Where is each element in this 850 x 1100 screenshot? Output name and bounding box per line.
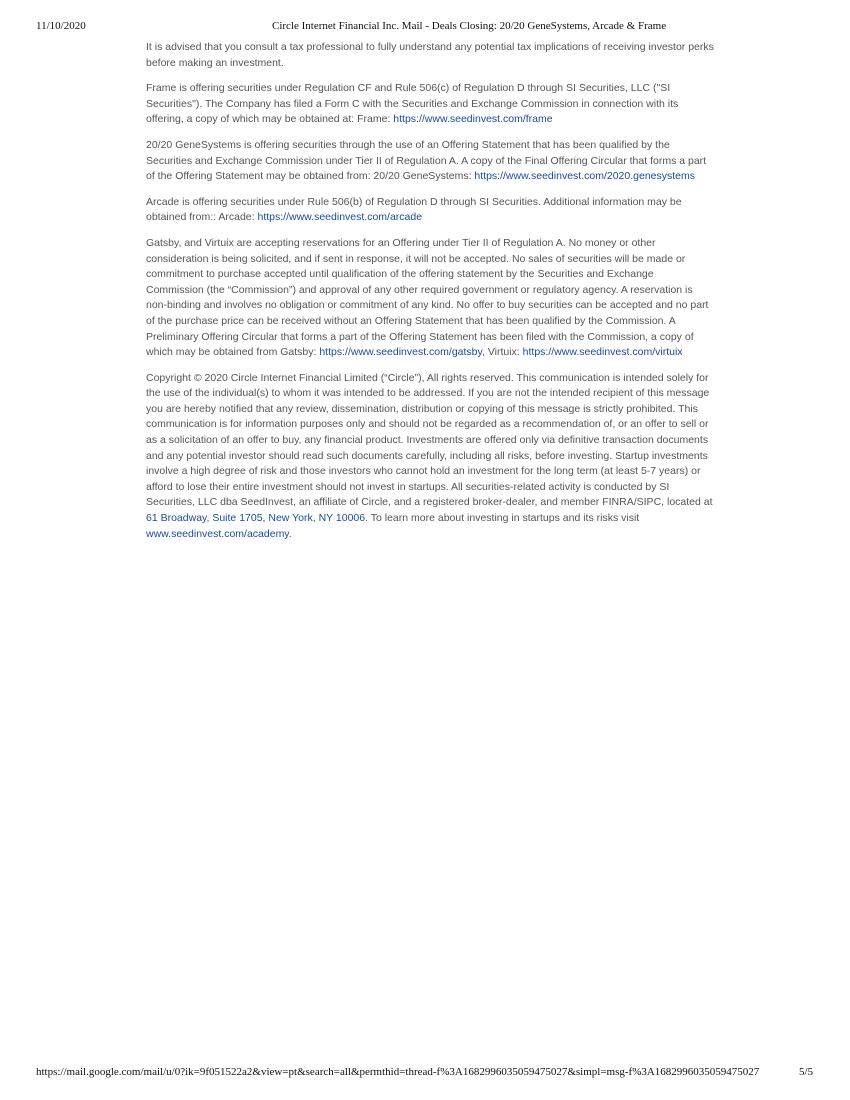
print-header (0, 20, 850, 36)
address-link[interactable]: 61 Broadway, Suite 1705, New York, NY 10006 (146, 512, 366, 525)
reservation-disclosure-paragraph (146, 236, 714, 361)
arcade-link[interactable]: https://www.seedinvest.com/arcade (257, 211, 423, 224)
genesystems-disclosure-paragraph (146, 138, 714, 185)
learn-more-text: . To learn more about investing in startups and its risks visit (365, 512, 640, 525)
frame-link[interactable]: https://www.seedinvest.com/frame (393, 113, 553, 126)
reservation-disclosure-text: Gatsby, and Virtuix are accepting reservations for an Offering under Tier II of Regulation A. No money or other consideration is being solicited, and if sent in response, it will not be accepted. No sales of securities will be made or commitment to purchase accepted until qualification of the offering statement by the Securities and Exchange Commission (the “Commission”) and approval of any other required government or regulatory agency. A reservation is non-binding and involves no obligation or commitment of any kind. No offer to buy securities can be accepted and no part of the purchase price can be received without an Offering Statement that has been qualified by the Commission. A Preliminary Offering Circular that forms a part of the Offering Statement has been filed with the Commission, a copy of which may be obtained from Gatsby: (146, 236, 709, 359)
gatsby-link[interactable]: https://www.seedinvest.com/gatsby (319, 346, 482, 359)
virtuix-link[interactable]: https://www.seedinvest.com/virtuix (522, 346, 683, 359)
frame-disclosure-text: Frame is offering securities under Regulation CF and Rule 506(c) of Regulation D through SI Securities, LLC ("SI Securities"). The Company has filed a Form C with the Securities and Exchange Commission in connection with its offering, a copy of which may be obtained at: Frame: (146, 82, 679, 126)
email-subject-title: Circle Internet Financial Inc. Mail - Deals Closing: 20/20 GeneSystems, Arcade & Frame (272, 20, 667, 32)
academy-link[interactable]: www.seedinvest.com/academy (146, 527, 289, 540)
copyright-end: . (288, 527, 292, 540)
print-url: https://mail.google.com/mail/u/0?ik=9f051522a2&view=pt&search=all&permthid=thread-f%3A1682996035059475027&simpl=msg-f%3A1682996035059475027 (36, 1066, 760, 1078)
email-body (146, 40, 714, 552)
genesystems-link[interactable]: https://www.seedinvest.com/2020.genesystems (474, 170, 696, 183)
page-number: 5/5 (799, 1066, 814, 1078)
copyright-text: Copyright © 2020 Circle Internet Financial Limited (“Circle”), All rights reserved. This communication is intended solely for the use of the individual(s) to whom it was intended to be addressed. If you are not the intended recipient of this message you are hereby notified that any review, dissemination, distribution or copying of this message is strictly prohibited. This communication is for information purposes only and should not be regarded as a recommendation of, or an offer to sell or as a solicitation of an offer to buy, any financial product. Investments are offered only via definitive transaction documents and any potential investor should read such documents carefully, including all risks, before investing. Startup investments involve a high degree of risk and those investors who cannot hold an investment for the long term (at least 5-7 years) or afford to lose their entire investment should not invest in startups. All securities-related activity is conducted by SI Securities, LLC dba SeedInvest, an affiliate of Circle, and a registered broker-dealer, and member FINRA/SIPC, located at (146, 371, 713, 509)
frame-disclosure-paragraph (146, 81, 714, 128)
arcade-disclosure-paragraph (146, 195, 714, 226)
tax-advice-paragraph: It is advised that you consult a tax professional to fully understand any potential tax implications of receiving investor perks before making an investment. (146, 41, 714, 69)
virtuix-label: , Virtuix: (481, 346, 523, 359)
print-date: 11/10/2020 (36, 20, 86, 32)
arcade-disclosure-text: Arcade is offering securities under Rule 506(b) of Regulation D through SI Securities. Additional information may be obtained from:: Arcade: (146, 195, 682, 224)
copyright-paragraph (146, 371, 714, 543)
genesystems-disclosure-text: 20/20 GeneSystems is offering securities through the use of an Offering Statement that has been qualified by the Securities and Exchange Commission under Tier II of Regulation A. A copy of the Final Offering Circular that forms a part of the Offering Statement may be obtained from: 20/20 GeneSystems: (146, 138, 707, 183)
print-footer (0, 1066, 850, 1082)
